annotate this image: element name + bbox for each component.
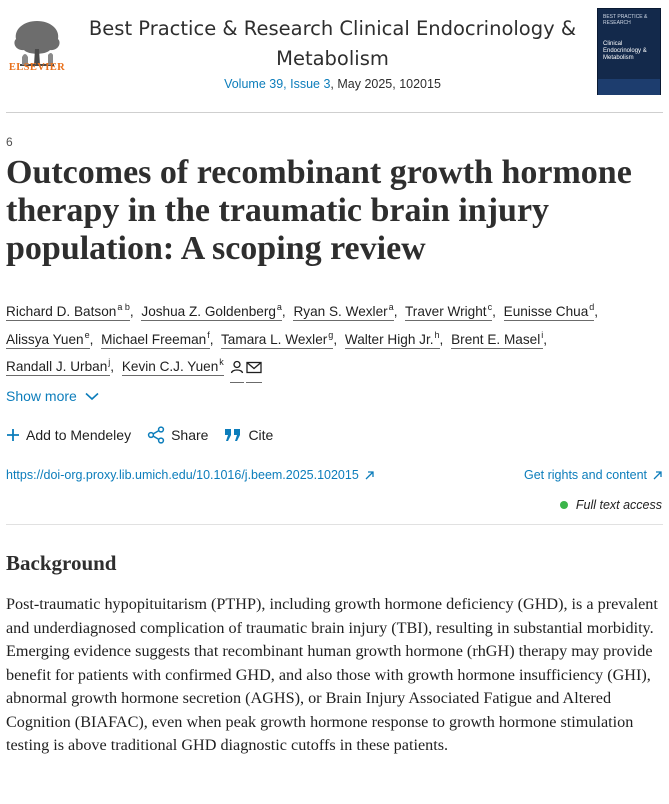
author-link[interactable]: Eunisse Chua$^d$ [503,302,595,319]
mendeley-label: Add to Mendeley [26,427,132,443]
add-to-mendeley-button[interactable] [6,427,131,443]
access-dot-icon [560,501,568,509]
author-link[interactable]: Brent E. Masel$^i$ [451,329,544,347]
quote-icon [224,428,242,442]
author-link[interactable]: Ryan S. Wexler$^a$ [293,302,394,319]
author-link[interactable]: Alissya Yuen$^e$ [6,329,90,347]
article-title: Outcomes of recombinant growth hormone therapy in the traumatic brain injury population: A scoping review [6,154,632,267]
access-label: Full text access [575,498,662,512]
envelope-icon[interactable] [246,358,262,383]
journal-cover-thumbnail[interactable] [597,8,661,95]
volume-issue-link[interactable]: Volume 39, Issue 3 [224,77,331,91]
author-link[interactable]: Randall J. Urban$^j$ [6,357,111,374]
journal-title[interactable]: Best Practice & Research Clinical Endocrinology & Metabolism [88,17,577,70]
external-link-icon [653,471,662,480]
journal-header [0,0,669,108]
author-link[interactable]: Walter High Jr.$^h$ [344,329,440,347]
author-link[interactable]: Richard D. Batson$^{a b}$ [6,302,130,319]
person-icon[interactable] [230,358,244,383]
share-icon [147,426,165,444]
cover-top-text: BEST PRACTICE & RESEARCH [603,14,648,26]
article-number: 6 [6,135,13,149]
cover-title-text: Clinical Endocrinology & Metabolism [603,41,647,61]
external-link-icon [365,471,374,480]
background-paragraph: Post-traumatic hypopituitarism (PTHP), including growth hormone deficiency (GHD), is a prevalent and underdiagnosed complication of traumatic brain injury (TBI), resulting in substantial morbidity. Emerging evidence suggests that recombinant human growth hormone (rhGH) therapy may provide benefit for patients with confirmed GHD, and also those with growth hormone insufficiency (GHI), abnormal growth hormone secretion (AGHS), or Brain Injury Associated Fatigue and Altered Cognition (BIAFAC), even when peak growth hormone response to growth hormone stimulation testing is above traditional GHD diagnostic cutoffs in these patients. [6,595,658,754]
chevron-down-icon [85,392,99,401]
show-more-label: Show more [6,388,77,404]
author-link[interactable]: Traver Wright$^c$ [405,302,493,319]
section-heading-background: Background [6,551,117,575]
header-divider [6,112,663,113]
plus-icon [6,428,20,442]
rights-link[interactable] [524,468,662,482]
author-link[interactable]: Michael Freeman$^f$ [101,329,210,347]
elsevier-wordmark: ELSEVIER [8,62,66,73]
doi-text: https://doi-org.proxy.lib.umich.edu/10.1016/j.beem.2025.102015 [6,468,359,482]
rights-text: Get rights and content [524,468,647,482]
author-list: Richard D. Batson$^{a b}$, Joshua Z. Goldenberg$^a$, Ryan S. Wexler$^a$, Traver Wright$^c$, Eunisse Chua$^d$, Alissya Yuen$^e$, Michael Freeman$^f$, Tamara L. Wexler$^g$, Walter High Jr.$^h$, Brent E. Masel$^i$, Randall J. Urban$^j$, Kevin C.J. Yuen$^k$ [6,296,666,383]
issue-date: , May 2025, 102015 [330,77,441,91]
author-link[interactable]: Tamara L. Wexler$^g$ [221,329,334,347]
share-label: Share [171,427,209,443]
cite-button[interactable] [224,427,273,443]
article-actions [6,426,289,444]
doi-link[interactable] [6,468,374,482]
share-button[interactable] [147,426,208,444]
issue-info [80,77,585,91]
author-link[interactable]: Joshua Z. Goldenberg$^a$ [141,302,282,319]
author-link[interactable]: Kevin C.J. Yuen$^k$ [121,357,224,374]
cover-stripe [598,79,660,95]
show-more-button[interactable] [6,388,99,404]
cite-label: Cite [248,427,274,443]
access-status [560,498,662,512]
section-divider [6,524,663,525]
